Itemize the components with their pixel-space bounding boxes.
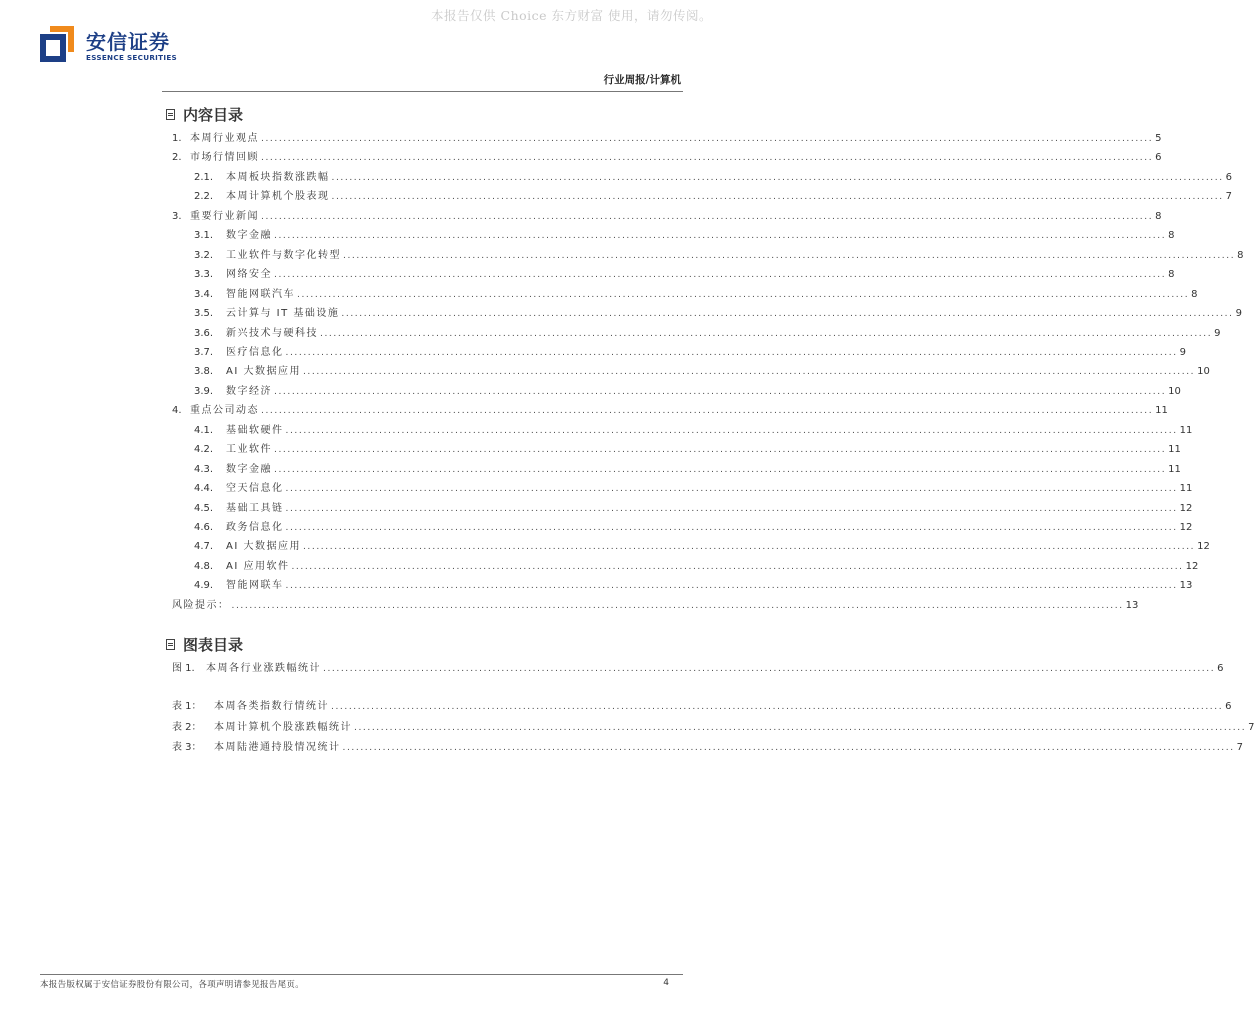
toc-entry[interactable] <box>194 422 1193 436</box>
toc-entry-label: 云计算与 IT 基础设施 <box>226 308 340 320</box>
toc-entry[interactable] <box>194 461 1181 475</box>
toc-entry-number: 4.1. <box>194 424 214 436</box>
brand-logo-icon <box>40 26 74 62</box>
toc-entry-number: 3.5. <box>194 308 214 320</box>
toc-entry-number: 4.3. <box>194 463 214 475</box>
toc-entry[interactable] <box>194 325 1221 339</box>
toc-leader-dots: ........................................................................................................................................................................................................ <box>285 581 1178 592</box>
toc-entry-label: 重点公司动态 <box>190 405 259 417</box>
toc-entry-label: 数字经济 <box>226 385 272 397</box>
toc-entry-page: 6 <box>1155 152 1162 164</box>
toc-entry[interactable] <box>194 519 1193 533</box>
toc-leader-dots: ........................................................................................................................................................................................................ <box>274 231 1167 242</box>
toc-entry-number: 3. <box>172 210 182 222</box>
toc-entry-label: 本周陆港通持股情况统计 <box>214 742 341 753</box>
toc-leader-dots: ........................................................................................................................................................................................................ <box>342 743 1235 753</box>
figures-title <box>166 634 243 655</box>
toc-entry[interactable] <box>194 480 1193 495</box>
toc-leader-dots: ........................................................................................................................................................................................................ <box>274 386 1167 397</box>
toc-leader-dots: ........................................................................................................................................................................................................ <box>261 406 1154 417</box>
toc-leader-dots: ........................................................................................................................................................................................................ <box>274 464 1167 475</box>
toc-entry-number: 4.7. <box>194 541 214 553</box>
toc-entry[interactable] <box>172 698 1232 712</box>
toc-entry-number: 2.1. <box>194 171 214 183</box>
toc-entry-label: 本周计算机个股表现 <box>226 191 330 203</box>
toc-entry-number: 3.2. <box>194 249 214 261</box>
toc-entry-page: 7 <box>1248 721 1255 733</box>
toc-entry-page: 12 <box>1197 541 1210 553</box>
toc-leader-dots: ........................................................................................................................................................................................................ <box>261 134 1154 144</box>
toc-entry-page: 8 <box>1168 230 1175 242</box>
page-number: 4 <box>663 978 669 988</box>
toc-entry[interactable] <box>194 558 1199 572</box>
toc-entry-number: 1. <box>172 133 182 144</box>
header-divider <box>162 91 683 92</box>
toc-entry[interactable] <box>194 305 1242 320</box>
toc-entry-number: 3.8. <box>194 366 214 378</box>
toc-entry[interactable] <box>194 344 1187 358</box>
toc-entry-label: 基础工具链 <box>226 502 284 514</box>
toc-entry-page: 7 <box>1225 191 1233 203</box>
toc-entry[interactable] <box>172 660 1224 674</box>
toc-entry[interactable] <box>194 577 1193 592</box>
toc-entry-number: 2. <box>172 152 182 164</box>
toc-entry[interactable] <box>194 227 1175 242</box>
footer-divider <box>40 974 683 975</box>
toc-entry-label: 空天信息化 <box>226 483 284 495</box>
toc-entry[interactable] <box>194 363 1210 378</box>
toc-entry-label: 网络安全 <box>226 269 272 281</box>
toc-entry-page: 12 <box>1179 502 1193 514</box>
toc-entry-page: 9 <box>1235 308 1242 320</box>
toc-title-text: 内容目录 <box>183 106 244 124</box>
report-category: 行业周报/计算机 <box>603 74 681 86</box>
toc-entry-label: 本周各行业涨跌幅统计 <box>206 663 321 674</box>
toc-leader-dots: ........................................................................................................................................................................................................ <box>231 600 1124 611</box>
toc-entry-number: 3.9. <box>194 385 214 397</box>
toc-entry-label: 风险提示： <box>172 599 230 611</box>
toc-entry-label: AI 大数据应用 <box>226 541 301 553</box>
toc-entry-label: 本周计算机个股涨跌幅统计 <box>214 721 352 733</box>
toc-entry-number: 表 3： <box>172 742 202 753</box>
toc-title <box>166 104 243 125</box>
toc-entry-label: 本周行业观点 <box>190 133 259 144</box>
brand-name-cn: 安信证券 <box>86 30 170 54</box>
toc-leader-dots: ........................................................................................................................................................................................................ <box>354 722 1247 733</box>
toc-entry-page: 11 <box>1155 405 1168 417</box>
toc-entry-label: 工业软件与数字化转型 <box>226 249 341 261</box>
document-icon <box>166 109 175 120</box>
toc-entry[interactable] <box>172 739 1244 753</box>
toc-entry[interactable] <box>172 402 1168 417</box>
toc-entry-page: 6 <box>1217 663 1224 674</box>
figures-title-text: 图表目录 <box>183 636 244 654</box>
toc-entry[interactable] <box>172 130 1162 144</box>
toc-leader-dots: ........................................................................................................................................................................................................ <box>274 445 1167 456</box>
toc-entry[interactable] <box>194 538 1210 553</box>
toc-leader-dots: ........................................................................................................................................................................................................ <box>285 484 1178 495</box>
toc-entry-page: 11 <box>1168 463 1181 475</box>
toc-leader-dots: ........................................................................................................................................................................................................ <box>261 211 1154 222</box>
toc-entry-page: 12 <box>1185 560 1199 572</box>
toc-entry-page: 8 <box>1237 249 1244 261</box>
toc-entry-page: 6 <box>1225 171 1233 183</box>
toc-leader-dots: ........................................................................................................................................................................................................ <box>331 192 1224 203</box>
toc-leader-dots: ........................................................................................................................................................................................................ <box>323 664 1216 674</box>
toc-entry-page: 6 <box>1225 701 1232 712</box>
toc-entry-page: 13 <box>1179 580 1193 592</box>
toc-entry[interactable] <box>172 208 1162 222</box>
toc-entry-number: 3.7. <box>194 346 214 358</box>
toc-entry-number: 4.5. <box>194 502 214 514</box>
toc-entry-number: 3.3. <box>194 269 214 281</box>
toc-entry-number: 4.4. <box>194 483 214 495</box>
toc-leader-dots: ........................................................................................................................................................................................................ <box>302 367 1196 378</box>
toc-entry-number: 3.1. <box>194 230 214 242</box>
toc-entry-number: 表 2： <box>172 721 202 733</box>
toc-entry-page: 8 <box>1191 288 1198 300</box>
toc-entry[interactable] <box>194 247 1244 261</box>
toc-leader-dots: ........................................................................................................................................................................................................ <box>285 503 1178 514</box>
toc-entry-page: 10 <box>1197 366 1210 378</box>
watermark-text: 本报告仅供 Choice 东方财富 使用，请勿传阅。 <box>431 8 712 23</box>
toc-entry-label: 本周各类指数行情统计 <box>214 701 329 712</box>
toc-entry[interactable] <box>172 719 1255 733</box>
toc-entry-number: 4.9. <box>194 580 214 592</box>
footer-disclaimer: 本报告版权属于安信证券股份有限公司，各项声明请参见报告尾页。 <box>40 980 305 990</box>
toc-entry-number: 4.2. <box>194 444 214 456</box>
toc-entry-page: 9 <box>1214 327 1221 339</box>
toc-entry-number: 表 1： <box>172 701 202 712</box>
toc-entry-page: 8 <box>1155 210 1162 222</box>
toc-leader-dots: ........................................................................................................................................................................................................ <box>343 250 1236 261</box>
toc-entry-page: 11 <box>1168 444 1181 456</box>
toc-entry-label: 数字金融 <box>226 230 272 242</box>
toc-entry[interactable] <box>172 597 1139 611</box>
toc-entry-label: 智能网联车 <box>226 580 284 592</box>
toc-entry-number: 3.6. <box>194 327 214 339</box>
toc-entry-page: 8 <box>1168 269 1175 281</box>
toc-entry-label: 医疗信息化 <box>226 346 284 358</box>
toc-leader-dots: ........................................................................................................................................................................................................ <box>261 153 1154 164</box>
toc-entry-page: 11 <box>1179 483 1193 495</box>
toc-leader-dots: ........................................................................................................................................................................................................ <box>285 523 1178 533</box>
toc-entry-label: 新兴技术与硬科技 <box>226 327 318 339</box>
document-icon <box>166 639 175 650</box>
toc-leader-dots: ........................................................................................................................................................................................................ <box>274 270 1167 281</box>
toc-entry-label: 工业软件 <box>226 444 272 456</box>
toc-entry-number: 3.4. <box>194 288 214 300</box>
toc-entry[interactable] <box>172 149 1162 164</box>
toc-entry-page: 13 <box>1125 599 1139 611</box>
toc-leader-dots: ........................................................................................................................................................................................................ <box>291 561 1184 572</box>
toc-entry-page: 9 <box>1179 346 1187 358</box>
toc-entry-label: 智能网联汽车 <box>226 288 295 300</box>
toc-leader-dots: ........................................................................................................................................................................................................ <box>331 172 1224 183</box>
toc-entry[interactable] <box>194 188 1233 203</box>
toc-entry-page: 10 <box>1168 385 1181 397</box>
toc-entry-page: 12 <box>1179 522 1193 533</box>
toc-leader-dots: ........................................................................................................................................................................................................ <box>320 328 1213 339</box>
toc-entry-label: AI 大数据应用 <box>226 366 301 378</box>
toc-entry[interactable] <box>194 383 1181 397</box>
toc-entry-number: 4. <box>172 405 182 417</box>
toc-leader-dots: ........................................................................................................................................................................................................ <box>297 289 1190 300</box>
toc-entry[interactable] <box>194 169 1233 183</box>
toc-entry-label: 基础软硬件 <box>226 424 284 436</box>
toc-entry-label: AI 应用软件 <box>226 560 290 572</box>
toc-entry-number: 4.6. <box>194 522 214 533</box>
toc-entry[interactable] <box>194 500 1193 514</box>
toc-entry-label: 市场行情回顾 <box>190 152 259 164</box>
toc-entry[interactable] <box>194 266 1175 281</box>
toc-entry-number: 4.8. <box>194 560 214 572</box>
toc-leader-dots: ........................................................................................................................................................................................................ <box>331 702 1224 712</box>
toc-entry-label: 数字金融 <box>226 463 272 475</box>
toc-leader-dots: ........................................................................................................................................................................................................ <box>285 425 1178 436</box>
brand-name-en: ESSENCE SECURITIES <box>86 53 178 62</box>
brand-logo <box>40 26 190 66</box>
toc-entry-page: 5 <box>1155 133 1162 144</box>
toc-leader-dots: ........................................................................................................................................................................................................ <box>341 309 1234 320</box>
toc-entry-number: 图 1. <box>172 663 195 674</box>
toc-entry-label: 政务信息化 <box>226 522 284 533</box>
toc-entry-page: 7 <box>1236 742 1244 753</box>
toc-leader-dots: ........................................................................................................................................................................................................ <box>285 347 1178 358</box>
toc-entry[interactable] <box>194 286 1198 300</box>
toc-entry-label: 本周板块指数涨跌幅 <box>226 171 330 183</box>
toc-entry-page: 11 <box>1179 424 1193 436</box>
toc-entry[interactable] <box>194 441 1181 456</box>
toc-leader-dots: ........................................................................................................................................................................................................ <box>302 542 1196 553</box>
toc-entry-label: 重要行业新闻 <box>190 210 259 222</box>
toc-entry-number: 2.2. <box>194 191 214 203</box>
